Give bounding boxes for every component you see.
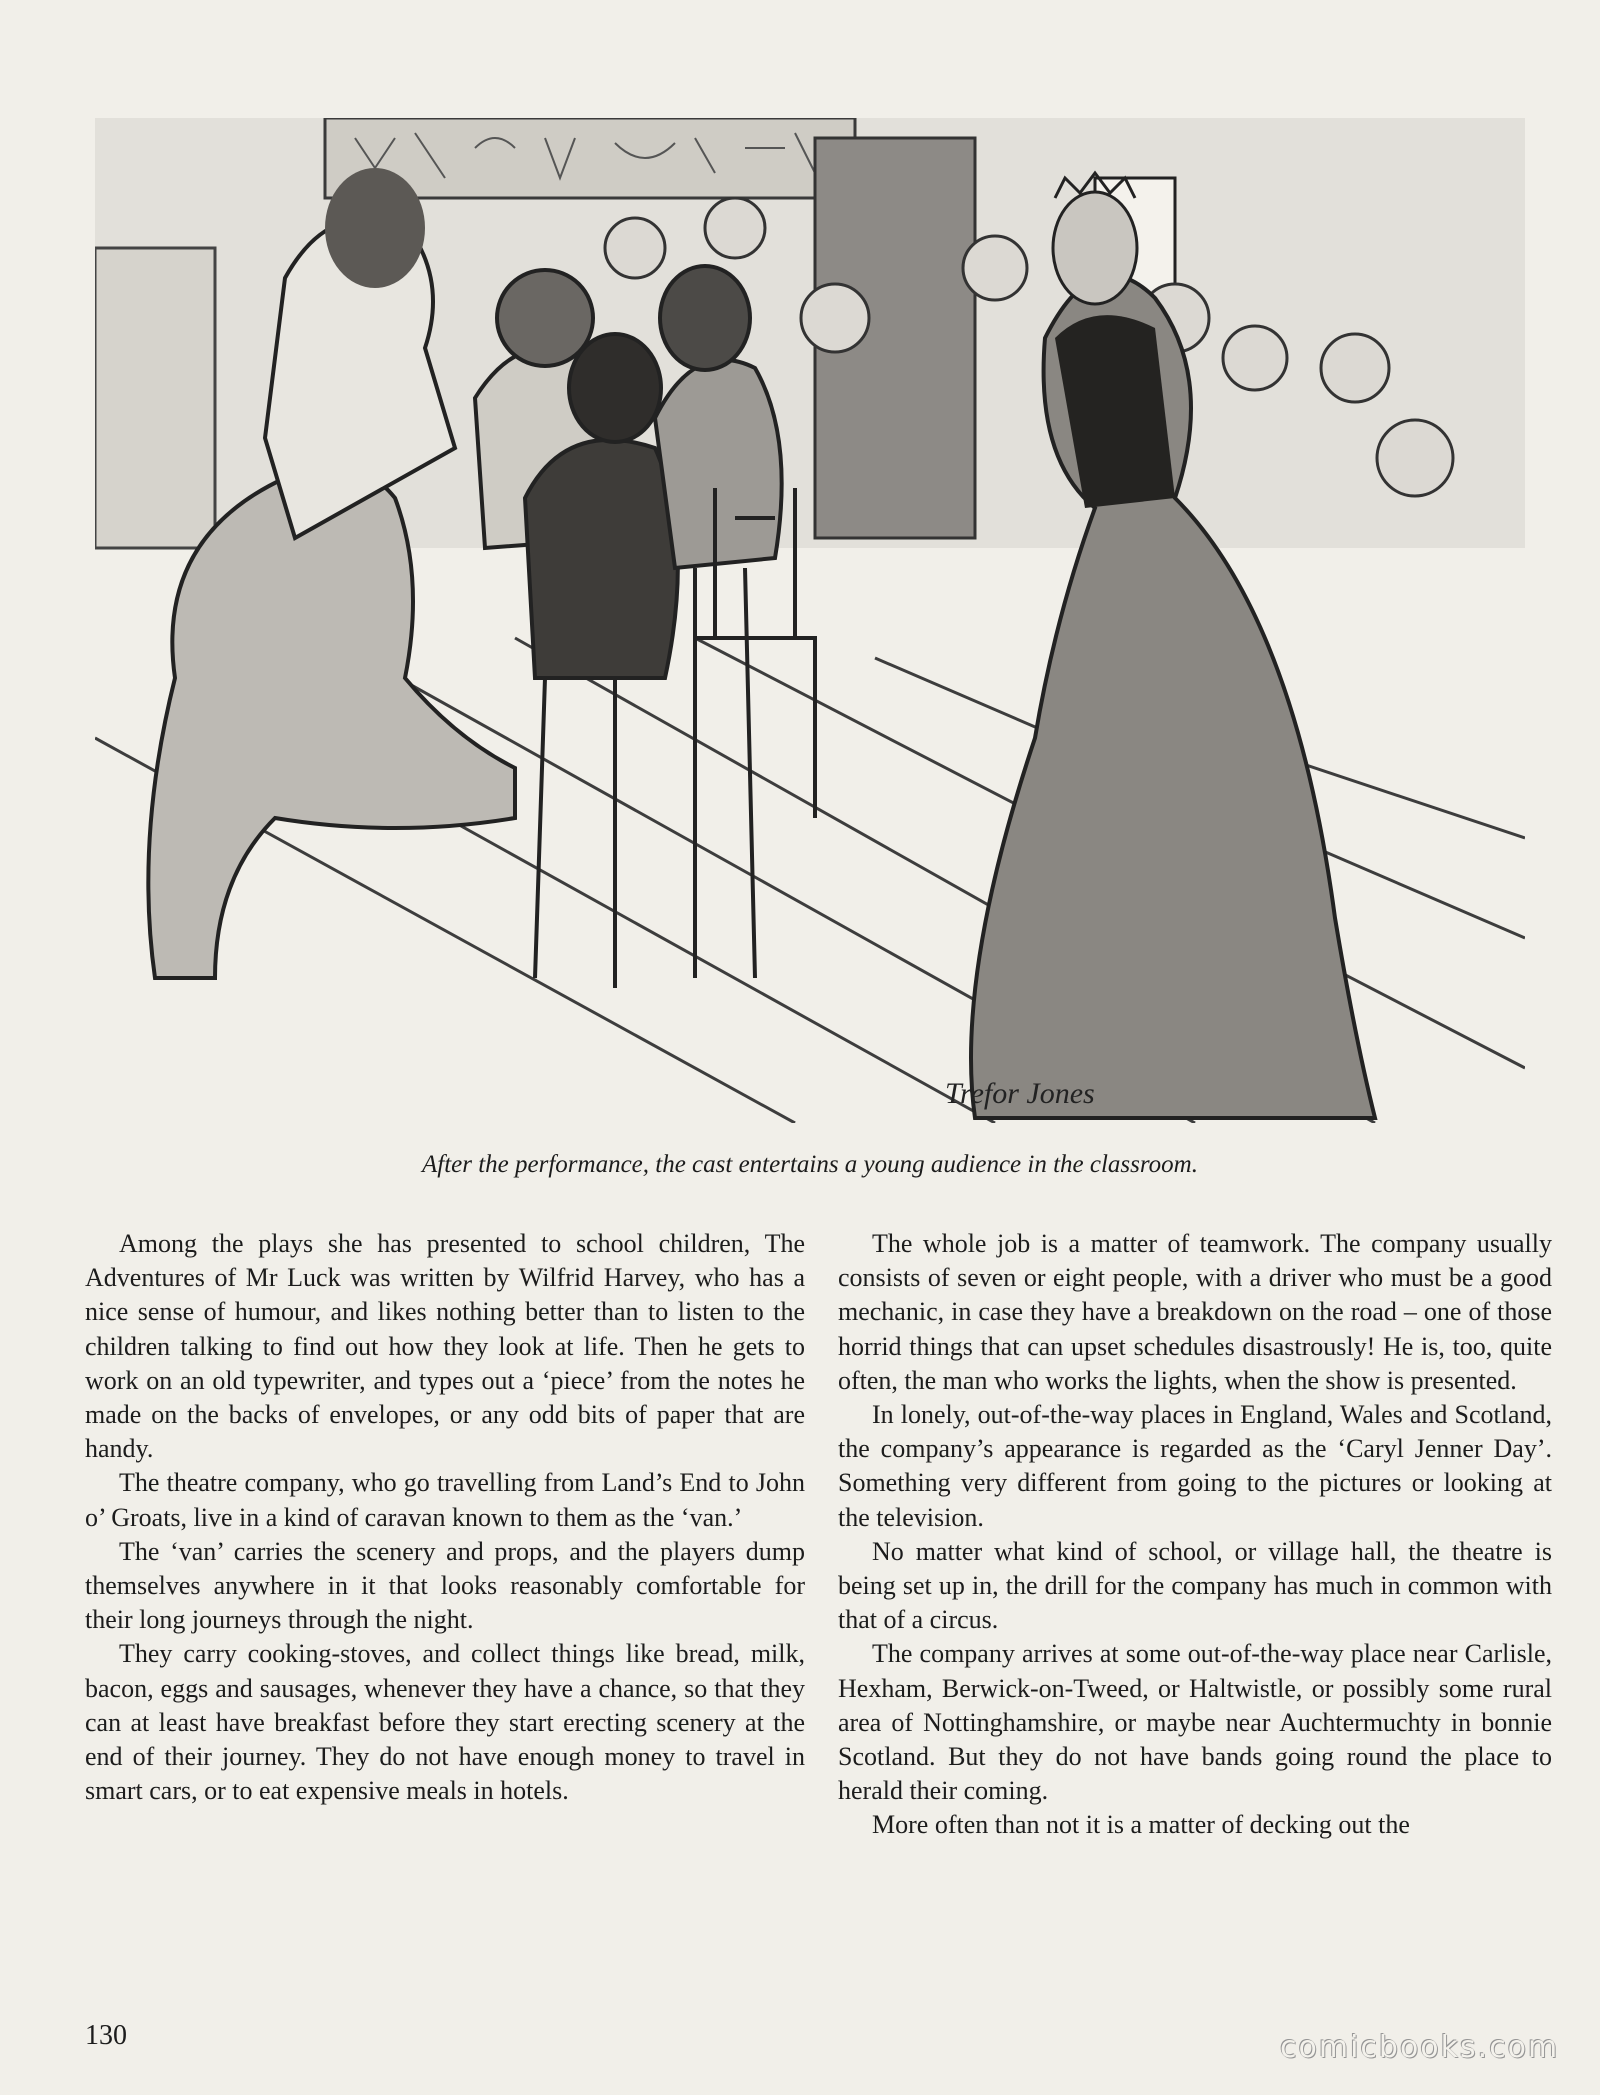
paragraph: No matter what kind of school, or village hall, the theatre is being set up in, the drill for the company has much in common with that of a circus. xyxy=(838,1536,1552,1635)
illustration-caption: After the performance, the cast entertains a young audience in the classroom. xyxy=(421,1151,1198,1178)
paragraph: The company arrives at some out-of-the-way place near Carlisle, Hexham, Berwick-on-Tweed, or Haltwistle, or possibly some rural area of Nottinghamshire, or maybe near Auchtermuchty in bonnie Scotland. But they do not have bands going round the place to herald their coming. xyxy=(838,1639,1552,1806)
left-text-column xyxy=(85,1227,805,1808)
classroom-ink-illustration xyxy=(95,118,1525,1123)
paragraph: They carry cooking-stoves, and collect things like bread, milk, bacon, eggs and sausages, whenever they have a chance, so that they can at least have breakfast before they start erecting scenery at the end of their journey. They do not have enough money to travel in smart cars, or to eat expensive meals in hotels. xyxy=(85,1639,805,1806)
paragraph: More often than not it is a matter of decking out the xyxy=(872,1810,1410,1840)
site-watermark: comicbooks.com xyxy=(1280,2030,1560,2065)
paragraph: In lonely, out-of-the-way places in England, Wales and Scotland, the company’s appearance is regarded as the ‘Caryl Jenner Day’. Something very different from going to the pictures or looking at the television. xyxy=(838,1400,1552,1532)
page-number: 130 xyxy=(85,2020,127,2051)
paragraph: The theatre company, who go travelling from Land’s End to John o’ Groats, live in a kind of caravan known to them as the ‘van.’ xyxy=(85,1468,805,1532)
paragraph: The whole job is a matter of teamwork. The company usually consists of seven or eight people, with a driver who must be a good mechanic, in case they have a breakdown on the road – one of those horrid things that can upset schedules disastrously! He is, too, quite often, the man who works the lights, when the show is presented. xyxy=(838,1229,1552,1395)
right-text-column xyxy=(838,1227,1552,1843)
artist-signature: Trefor Jones xyxy=(945,1077,1095,1110)
paragraph: Among the plays she has presented to school children, The Adventures of Mr Luck was written by Wilfrid Harvey, who has a nice sense of humour, and likes nothing better than to listen to the children talking to find out how they look at life. Then he gets to work on an old typewriter, and types out a ‘piece’ from the notes he made on the backs of envelopes, or any odd bits of paper that are handy. xyxy=(85,1229,805,1464)
paragraph: The ‘van’ carries the scenery and props, and the players dump themselves anywhere in it that looks reasonably comfortable for their long journeys through the night. xyxy=(85,1536,805,1635)
classroom-illustration xyxy=(95,118,1525,1123)
